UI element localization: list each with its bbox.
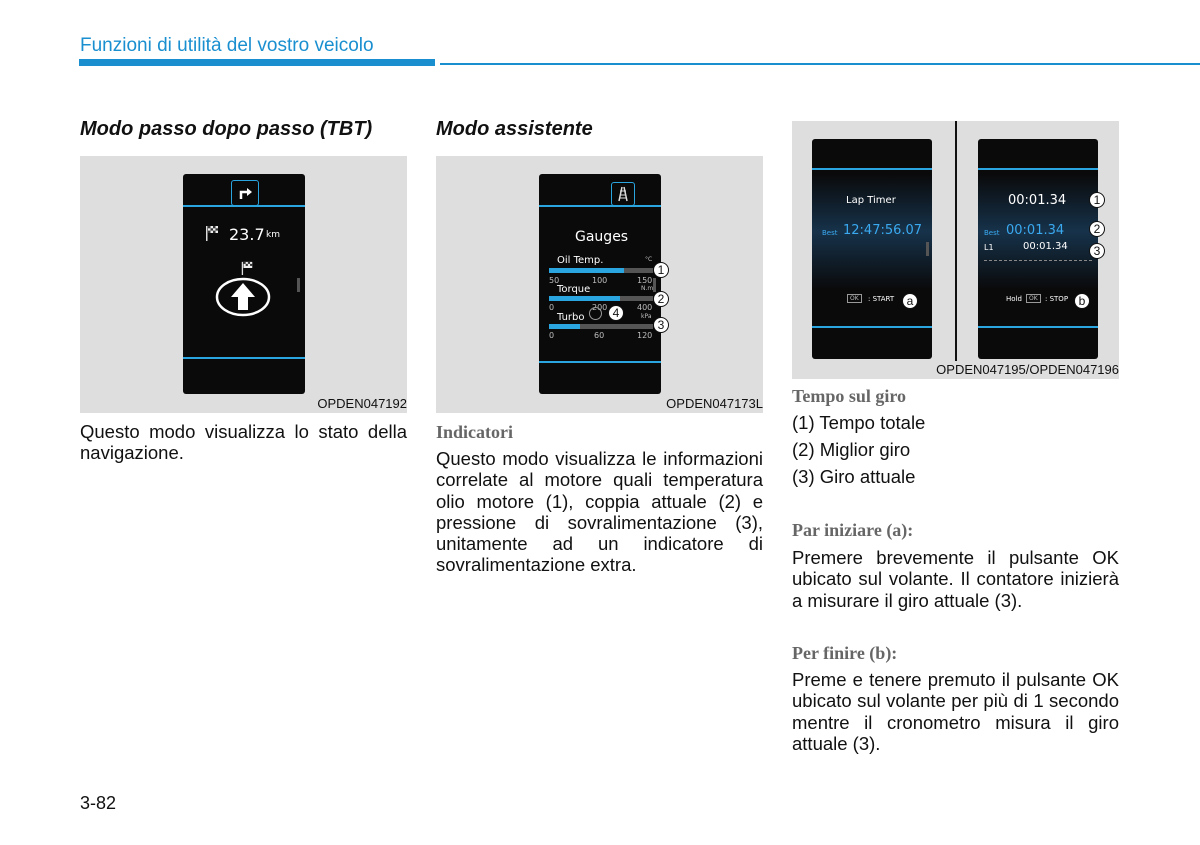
stop-heading: Per finire (b): — [792, 643, 898, 663]
gauge-fill — [549, 324, 580, 329]
gauge-tick: 60 — [594, 331, 605, 340]
gauge-tick: 150 — [637, 276, 653, 285]
screen-bottom-line — [812, 326, 932, 328]
gauge-label: Torque — [557, 284, 591, 295]
scroll-indicator — [297, 278, 300, 292]
gauges-figure — [436, 156, 763, 413]
up-arrow-icon — [215, 277, 271, 322]
gauge-label: Oil Temp. — [557, 255, 604, 266]
ok-button-icon: OK — [847, 294, 862, 303]
callout-1: 1 — [1089, 192, 1105, 208]
callout-a: a — [902, 293, 918, 309]
start-description: Premere brevemente il pulsante OK ubicato sul volante. Il contatore inizierà a misurare il giro attuale (3). — [792, 547, 1119, 611]
scroll-indicator — [653, 278, 656, 292]
callout-2: 2 — [1089, 221, 1105, 237]
lap-timer-figure — [792, 121, 1119, 379]
callout-3: 3 — [653, 317, 669, 333]
gauge-tick: 200 — [592, 303, 608, 312]
figure-caption: OPDEN047192 — [317, 396, 407, 411]
figure-caption: OPDEN047195/OPDEN047196 — [936, 362, 1119, 377]
gauge-label: Turbo — [557, 312, 585, 323]
list-item: (2) Miglior giro — [792, 439, 911, 460]
gauge-bar-oil-temp — [549, 268, 653, 273]
extra-boost-icon — [589, 307, 602, 320]
best-time: 12:47:56.07 — [843, 223, 923, 238]
screen-bottom-line — [183, 357, 305, 359]
assistant-title: Modo assistente — [436, 118, 593, 140]
callout-3: 3 — [1089, 243, 1105, 259]
tbt-title: Modo passo dopo passo (TBT) — [80, 118, 373, 140]
hold-label: Hold — [1006, 295, 1022, 303]
tbt-description: Questo modo visualizza lo stato della navigazione. — [80, 421, 407, 464]
scroll-indicator — [926, 242, 929, 256]
screen-divider — [183, 205, 305, 207]
callout-4: 4 — [608, 305, 624, 321]
gauge-bar-turbo — [549, 324, 653, 329]
lap-time-heading: Tempo sul giro — [792, 386, 907, 406]
page-number: 3-82 — [80, 793, 117, 813]
lap-timer-stop-screen — [978, 139, 1098, 359]
screen-divider — [978, 168, 1098, 170]
lap-timer-start-screen — [812, 139, 932, 359]
best-label: Best — [822, 229, 838, 237]
start-heading: Par iniziare (a): — [792, 520, 914, 540]
total-time: 00:01.34 — [1008, 193, 1067, 208]
distance-value: 23.7 — [229, 225, 265, 244]
tbt-figure — [80, 156, 407, 413]
callout-1: 1 — [653, 262, 669, 278]
road-icon — [611, 182, 635, 206]
checkered-flag-icon — [205, 225, 219, 246]
header-rule-thick — [79, 59, 435, 66]
indicators-description: Questo modo visualizza le informazioni correlate al motore quali temperatura olio motore (1), coppia attuale (2) e pressione di sovralimentazione (3), unitamente ad un indicatore di sovralimentazione extra. — [436, 448, 763, 576]
screen-divider — [812, 168, 932, 170]
gauge-unit: N.m — [641, 285, 654, 292]
gauge-tick: 0 — [549, 303, 555, 312]
ok-button-icon: OK — [1026, 294, 1041, 303]
figure-divider — [955, 121, 957, 361]
distance-unit: km — [266, 230, 280, 240]
gauge-fill — [549, 296, 620, 301]
running-header: Funzioni di utilità del vostro veicolo — [80, 35, 374, 56]
screen-bottom-line — [539, 361, 661, 363]
list-item: (3) Giro attuale — [792, 466, 916, 487]
tbt-screen — [183, 174, 305, 394]
gauge-tick: 0 — [549, 331, 555, 340]
gauges-screen — [539, 174, 661, 394]
gauge-bar-torque — [549, 296, 653, 301]
callout-2: 2 — [653, 291, 669, 307]
start-label: : START — [868, 295, 895, 303]
figure-caption: OPDEN047173L — [666, 396, 763, 411]
best-lap-time: 00:01.34 — [1006, 223, 1065, 238]
header-rule-thin — [440, 63, 1200, 65]
stop-description: Preme e tenere premuto il pulsante OK ubicato sul volante per più di 1 secondo mentre il cronometro misura il giro attuale (3). — [792, 669, 1119, 754]
stop-label: : STOP — [1045, 295, 1069, 303]
list-item: (1) Tempo totale — [792, 412, 926, 433]
screen-divider — [539, 205, 661, 207]
current-lap-time: 00:01.34 — [1023, 241, 1068, 252]
gauge-fill — [549, 268, 624, 273]
gauge-tick: 100 — [592, 276, 608, 285]
lap-separator — [984, 260, 1092, 261]
best-label: Best — [984, 229, 1000, 237]
lap-label: L1 — [984, 243, 994, 252]
gauge-tick: 50 — [549, 276, 560, 285]
indicators-heading: Indicatori — [436, 422, 514, 442]
gauge-unit: kPa — [641, 313, 652, 320]
turn-right-icon — [231, 180, 259, 206]
gauges-title: Gauges — [575, 229, 629, 245]
gauge-unit: °C — [645, 256, 653, 263]
callout-b: b — [1074, 293, 1090, 309]
screen-bottom-line — [978, 326, 1098, 328]
gauge-tick: 120 — [637, 331, 653, 340]
gauge-tick: 400 — [637, 303, 653, 312]
lap-timer-title: Lap Timer — [846, 195, 896, 206]
